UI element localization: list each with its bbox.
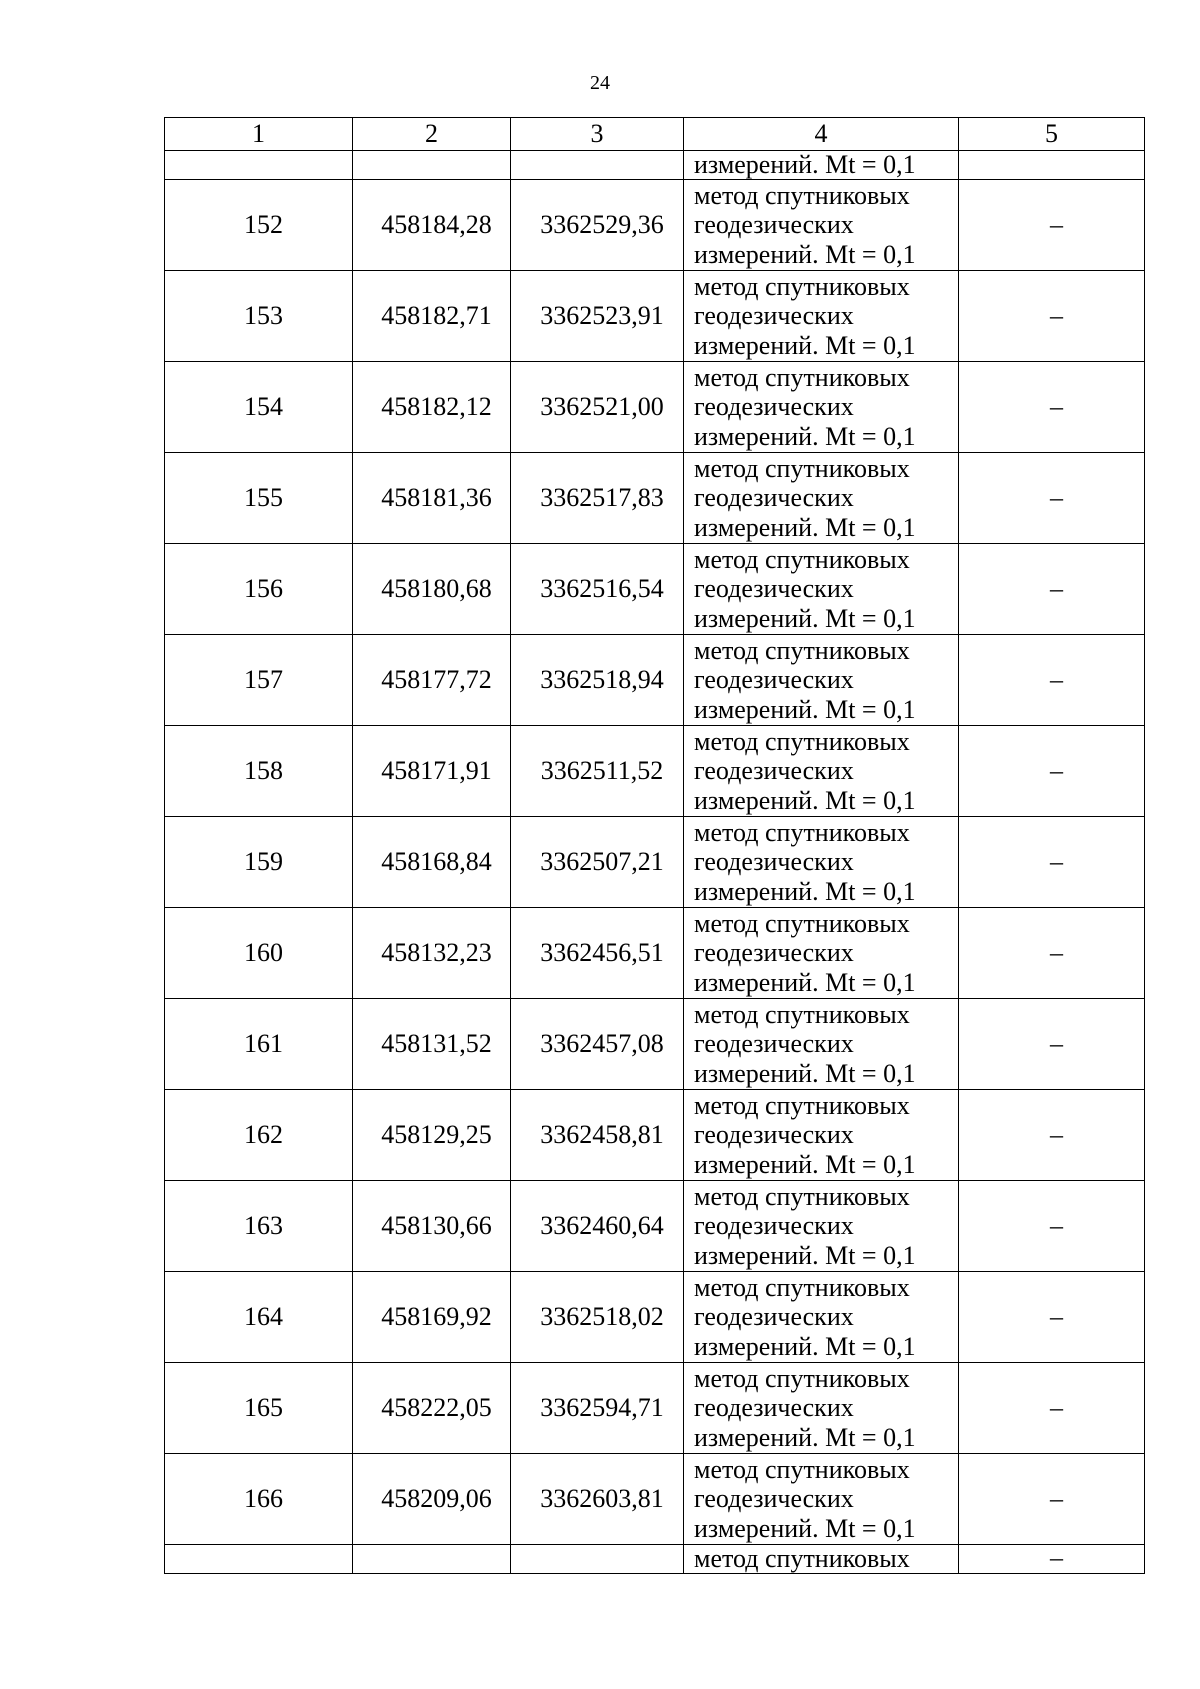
method-line: измерений. Mt = 0,1 [694,421,916,451]
method-cell: метод спутниковых [684,1545,959,1574]
table-row [165,453,1145,544]
method-cell [684,999,959,1090]
empty-cell [353,151,511,180]
method-line: геодезических [694,210,854,240]
header-col-5: 5 [959,118,1145,151]
point-number-cell: 160 [165,908,353,999]
method-line: метод спутниковых [694,1181,910,1211]
point-number-cell: 152 [165,180,353,271]
note-cell: – [959,1272,1145,1363]
table-row [165,544,1145,635]
note-cell: – [959,544,1145,635]
point-number-cell: 154 [165,362,353,453]
x-coordinate-cell: 458184,28 [353,180,511,271]
method-line: измерений. Mt = 0,1 [694,1331,916,1361]
method-line: геодезических [694,1302,854,1332]
method-line: геодезических [694,847,854,877]
table-row-partial [165,1545,1145,1574]
method-line: измерений. Mt = 0,1 [694,785,916,815]
page-number: 24 [590,72,610,94]
note-cell: – [959,635,1145,726]
method-line: метод спутниковых [694,544,910,574]
y-coordinate-cell: 3362456,51 [511,908,684,999]
y-coordinate-cell: 3362507,21 [511,817,684,908]
note-cell: – [959,1090,1145,1181]
method-cell [684,1181,959,1272]
method-line: измерений. Mt = 0,1 [694,330,916,360]
method-cell [684,1363,959,1454]
method-line: метод спутниковых [694,1090,910,1120]
method-cell [684,908,959,999]
method-line: геодезических [694,1484,854,1514]
x-coordinate-cell: 458182,71 [353,271,511,362]
y-coordinate-cell: 3362529,36 [511,180,684,271]
y-coordinate-cell: 3362521,00 [511,362,684,453]
method-cell [684,453,959,544]
empty-cell [959,151,1145,180]
x-coordinate-cell: 458171,91 [353,726,511,817]
empty-cell [353,1545,511,1574]
point-number-cell: 159 [165,817,353,908]
table-row [165,1363,1145,1454]
method-line: геодезических [694,574,854,604]
y-coordinate-cell: 3362523,91 [511,271,684,362]
x-coordinate-cell: 458177,72 [353,635,511,726]
x-coordinate-cell: 458209,06 [353,1454,511,1545]
method-line: метод спутниковых [694,999,910,1029]
method-cell [684,817,959,908]
point-number-cell: 161 [165,999,353,1090]
header-col-1: 1 [165,118,353,151]
point-number-cell: 155 [165,453,353,544]
table-row [165,1272,1145,1363]
y-coordinate-cell: 3362518,94 [511,635,684,726]
note-cell: – [959,453,1145,544]
method-line: геодезических [694,1120,854,1150]
method-line: метод спутниковых [694,726,910,756]
method-line: измерений. Mt = 0,1 [694,1513,916,1543]
method-line: метод спутниковых [694,1363,910,1393]
empty-cell [511,1545,684,1574]
y-coordinate-cell: 3362458,81 [511,1090,684,1181]
x-coordinate-cell: 458130,66 [353,1181,511,1272]
x-coordinate-cell: 458180,68 [353,544,511,635]
empty-cell [511,151,684,180]
method-line: метод спутниковых [694,817,910,847]
table-row [165,1090,1145,1181]
table-row [165,908,1145,999]
y-coordinate-cell: 3362517,83 [511,453,684,544]
method-line: геодезических [694,483,854,513]
method-cell [684,1272,959,1363]
y-coordinate-cell: 3362518,02 [511,1272,684,1363]
method-line: измерений. Mt = 0,1 [694,239,916,269]
note-cell: – [959,726,1145,817]
method-line: измерений. Mt = 0,1 [694,603,916,633]
table-row [165,180,1145,271]
y-coordinate-cell: 3362594,71 [511,1363,684,1454]
y-coordinate-cell: 3362603,81 [511,1454,684,1545]
method-line: метод спутниковых [694,271,910,301]
method-line: измерений. Mt = 0,1 [694,1240,916,1270]
x-coordinate-cell: 458132,23 [353,908,511,999]
x-coordinate-cell: 458181,36 [353,453,511,544]
note-cell: – [959,1363,1145,1454]
method-line: метод спутниковых [694,908,910,938]
method-line: геодезических [694,756,854,786]
note-cell: – [959,271,1145,362]
method-line: метод спутниковых [694,635,910,665]
table-body [165,118,1145,1574]
method-line: измерений. Mt = 0,1 [694,1058,916,1088]
method-line: метод спутниковых [694,1454,910,1484]
method-line: геодезических [694,392,854,422]
continuation-row [165,151,1145,180]
header-col-3: 3 [511,118,684,151]
method-line: геодезических [694,665,854,695]
method-cell [684,544,959,635]
y-coordinate-cell: 3362457,08 [511,999,684,1090]
point-number-cell: 153 [165,271,353,362]
x-coordinate-cell: 458168,84 [353,817,511,908]
point-number-cell: 157 [165,635,353,726]
note-cell: – [959,362,1145,453]
table-row [165,271,1145,362]
method-cell [684,180,959,271]
table-row [165,726,1145,817]
note-cell: – [959,999,1145,1090]
method-line: измерений. Mt = 0,1 [694,876,916,906]
method-line: метод спутниковых [694,453,910,483]
point-number-cell: 166 [165,1454,353,1545]
header-col-2: 2 [353,118,511,151]
method-line: метод спутниковых [694,180,910,210]
method-line: геодезических [694,1211,854,1241]
note-cell: – [959,1545,1145,1574]
y-coordinate-cell: 3362516,54 [511,544,684,635]
note-cell: – [959,908,1145,999]
note-cell: – [959,817,1145,908]
method-line: геодезических [694,1393,854,1423]
method-line: измерений. Mt = 0,1 [694,1149,916,1179]
method-line: метод спутниковых [694,1272,910,1302]
method-line: измерений. Mt = 0,1 [694,512,916,542]
method-cell [684,1454,959,1545]
note-cell: – [959,180,1145,271]
point-number-cell: 163 [165,1181,353,1272]
coordinates-table [164,117,1145,1574]
method-line: геодезических [694,301,854,331]
table-row [165,1181,1145,1272]
point-number-cell: 162 [165,1090,353,1181]
table-header-row [165,118,1145,151]
continuation-method-cell: измерений. Mt = 0,1 [684,151,959,180]
method-line: измерений. Mt = 0,1 [694,694,916,724]
x-coordinate-cell: 458182,12 [353,362,511,453]
method-line: геодезических [694,938,854,968]
note-cell: – [959,1454,1145,1545]
point-number-cell: 164 [165,1272,353,1363]
header-col-4: 4 [684,118,959,151]
y-coordinate-cell: 3362511,52 [511,726,684,817]
method-cell [684,635,959,726]
table-row [165,817,1145,908]
table-row [165,362,1145,453]
method-cell [684,1090,959,1181]
method-line: измерений. Mt = 0,1 [694,1422,916,1452]
table-row [165,635,1145,726]
x-coordinate-cell: 458129,25 [353,1090,511,1181]
method-cell [684,362,959,453]
method-cell [684,271,959,362]
method-line: метод спутниковых [694,362,910,392]
note-cell: – [959,1181,1145,1272]
empty-cell [165,1545,353,1574]
y-coordinate-cell: 3362460,64 [511,1181,684,1272]
point-number-cell: 158 [165,726,353,817]
method-line: геодезических [694,1029,854,1059]
x-coordinate-cell: 458222,05 [353,1363,511,1454]
x-coordinate-cell: 458169,92 [353,1272,511,1363]
empty-cell [165,151,353,180]
table-row [165,999,1145,1090]
point-number-cell: 165 [165,1363,353,1454]
method-line: измерений. Mt = 0,1 [694,967,916,997]
x-coordinate-cell: 458131,52 [353,999,511,1090]
point-number-cell: 156 [165,544,353,635]
method-cell [684,726,959,817]
table-row [165,1454,1145,1545]
